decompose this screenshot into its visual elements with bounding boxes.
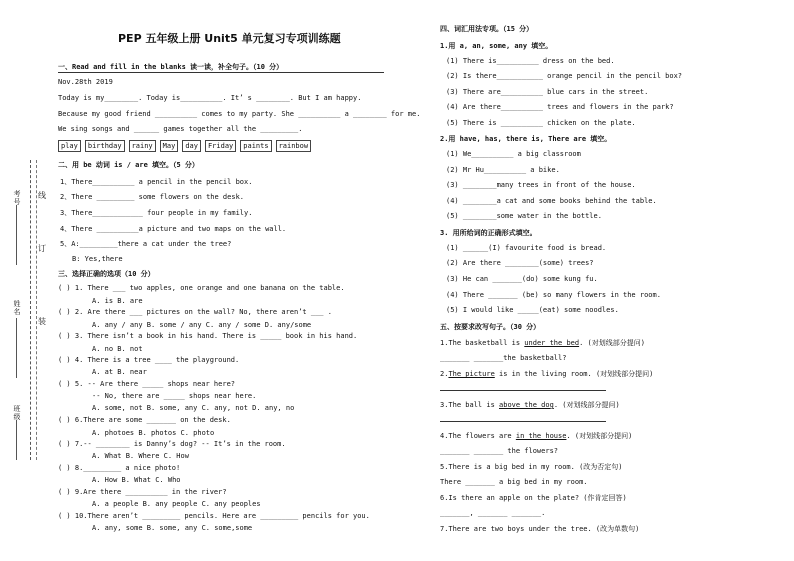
s3-question: ( ) 2. Are there ___ pictures on the wall? No, there aren’t ___ . — [58, 308, 332, 316]
class-label: 班级 — [13, 405, 21, 421]
s5-q3-text: 3.The ball is — [440, 401, 500, 409]
student-name-label: 姓名 — [13, 300, 21, 316]
student-name-line — [16, 318, 17, 378]
seal-char-line: 线 — [38, 191, 46, 200]
s3-question: ( ) 7.-- ________ is Danny’s dog? -- It’s in the room. — [58, 440, 286, 448]
s5-q2-instruction: is in the living room. (对划线部分提问) — [494, 370, 654, 378]
s4-sub3-item: (3) He can _______(do) some kung fu. — [446, 275, 598, 283]
word-bank-item: Friday — [205, 140, 236, 152]
s2-item-2: 2、There _________ some flowers on the desk. — [60, 193, 245, 201]
s4-sub1-item: (1) There is__________ dress on the bed. — [446, 57, 615, 65]
answer-line — [440, 390, 606, 391]
word-bank-item: day — [182, 140, 201, 152]
student-number-line — [16, 205, 17, 265]
s3-question-cont: -- No, there are _____ shops near here. — [92, 392, 257, 400]
section-1-heading: 一、Read and fill in the blanks 读一读，补全句子。（10 分） — [58, 63, 284, 71]
s5-question-2 — [440, 369, 653, 379]
section-5-heading: 五、按要求改写句子。（30 分） — [440, 323, 541, 331]
s2-item-5: 5、A:_________there a cat under the tree? — [60, 240, 232, 248]
passage-line-2: Because my good friend __________ comes to my party. She __________ a ________ for me. — [58, 110, 421, 118]
s4-sub2-item: (2) Mr Hu__________ a bike. — [446, 166, 560, 174]
s5-question-1 — [440, 338, 645, 348]
s5-q4-answer: _______ _______ the flowers? — [440, 447, 559, 455]
word-bank-item: play — [58, 140, 81, 152]
word-bank-item: May — [160, 140, 179, 152]
s3-options: A. no B. not — [92, 345, 143, 353]
s5-q1-underlined: under the bed — [524, 339, 580, 347]
s3-question: ( ) 3. There isn’t a book in his hand. There is _____ book in his hand. — [58, 332, 358, 340]
s4-sub1-heading: 1.用 a, an, some, any 填空。 — [440, 42, 553, 50]
section-2-heading: 二、用 be 动词 is / are 填空。（5 分） — [58, 161, 199, 169]
s3-options: A. What B. Where C. How — [92, 452, 189, 460]
s5-q1-instruction: . (对划线部分提问) — [579, 339, 645, 347]
section-4-heading: 四、词汇用法专项。（15 分） — [440, 25, 534, 33]
s5-q3-underlined: above the dog — [499, 401, 554, 409]
s5-q1-answer: _______ _______the basketball? — [440, 354, 567, 362]
s4-sub1-item: (5) There is __________ chicken on the plate. — [446, 119, 636, 127]
s2-item-4: 4、There __________a picture and two maps on the wall. — [60, 225, 287, 233]
page-title: PEP 五年级上册 Unit5 单元复习专项训练题 — [118, 32, 341, 45]
word-bank-item: birthday — [85, 140, 125, 152]
s5-q6-answer: _______, _______ _______. — [440, 509, 546, 517]
s3-question: ( ) 8._________ a nice photo! — [58, 464, 181, 472]
s4-sub2-heading: 2.用 have, has, there is, There are 填空。 — [440, 135, 612, 143]
word-bank — [58, 140, 311, 152]
s5-q4-text: 4.The flowers are — [440, 432, 516, 440]
s3-question: ( ) 10.There aren’t _________ pencils. Here are _________ pencils for you. — [58, 512, 370, 520]
s3-options: A. How B. What C. Who — [92, 476, 181, 484]
s3-options: A. any / any B. some / any C. any / some D. any/some — [92, 321, 312, 329]
s5-question-5: 5.There is a big bed in my room. (改为否定句) — [440, 463, 623, 471]
s3-question: ( ) 5. -- Are there _____ shops near here? — [58, 380, 236, 388]
s2-item-1: 1、There__________ a pencil in the pencil box. — [60, 178, 253, 186]
s4-sub1-item: (2) Is there___________ orange pencil in the pencil box? — [446, 72, 683, 80]
s3-options: A. a people B. any people C. any peoples — [92, 500, 261, 508]
class-line — [16, 420, 17, 460]
s4-sub3-item: (1) ______(I) favourite food is bread. — [446, 244, 607, 252]
s3-options: A. is B. are — [92, 297, 143, 305]
seal-char-pack: 装 — [38, 317, 46, 326]
letter-date: Nov.28th 2019 — [58, 78, 113, 86]
answer-line — [440, 421, 606, 422]
s3-question: ( ) 6.There are some _______ on the desk. — [58, 416, 231, 424]
s4-sub2-item: (1) We__________ a big classroom — [446, 150, 581, 158]
s4-sub3-heading: 3. 用所给词的正确形式填空。 — [440, 229, 537, 237]
section-3-heading: 三、选择正确的选项（10 分） — [58, 270, 155, 278]
seal-char-bind: 订 — [38, 244, 46, 253]
passage-line-3: We sing songs and ______ games together all the _________. — [58, 125, 303, 133]
s5-question-7: 7.There are two boys under the tree. (改为单数句) — [440, 525, 640, 533]
s3-question: ( ) 4. There is a tree ____ the playground. — [58, 356, 240, 364]
s5-q2-text: 2. — [440, 370, 449, 378]
s4-sub2-item: (5) ________some water in the bottle. — [446, 212, 602, 220]
s3-options: A. some, not B. some, any C. any, not D. any, no — [92, 404, 295, 412]
s4-sub2-item: (4) ________a cat and some books behind the table. — [446, 197, 657, 205]
s4-sub1-item: (4) Are there__________ trees and flowers in the park? — [446, 103, 674, 111]
s5-q1-text: 1.The basketball is — [440, 339, 525, 347]
s5-question-3 — [440, 400, 620, 410]
passage-line-1: Today is my________. Today is__________. It’ s ________. But I am happy. — [58, 94, 362, 102]
s5-q4-underlined: in the house — [515, 432, 567, 440]
s5-q2-underlined: The picture — [448, 370, 495, 378]
s4-sub1-item: (3) There are__________ blue cars in the street. — [446, 88, 649, 96]
s4-sub2-item: (3) ________many trees in front of the house. — [446, 181, 636, 189]
s5-question-6: 6.Is there an apple on the plate? (作肯定回答) — [440, 494, 627, 502]
binding-dashed-line — [30, 160, 31, 460]
student-number-label: 考号 — [13, 190, 21, 206]
s5-question-4 — [440, 431, 632, 441]
s3-options: A. any, some B. some, any C. some,some — [92, 524, 253, 532]
word-bank-item: paints — [240, 140, 271, 152]
s2-item-3: 3、There____________ four people in my family. — [60, 209, 253, 217]
word-bank-item: rainy — [129, 140, 156, 152]
s5-q3-instruction: . (对划线部分提问) — [553, 401, 620, 409]
section-1-rule — [58, 72, 384, 73]
s3-question: ( ) 1. There ___ two apples, one orange and one banana on the table. — [58, 284, 345, 292]
s3-options: A. at B. near — [92, 368, 147, 376]
s3-options: A. photoes B. photos C. photo — [92, 429, 215, 437]
s3-question: ( ) 9.Are there __________ in the river? — [58, 488, 227, 496]
word-bank-item: rainbow — [276, 140, 312, 152]
s4-sub3-item: (5) I would like _____(eat) some noodles. — [446, 306, 619, 314]
s5-q5-answer: There _______ a big bed in my room. — [440, 478, 588, 486]
s2-item-5-answer: B: Yes,there — [72, 255, 123, 263]
s5-q4-instruction: . (对划线部分提问) — [566, 432, 633, 440]
s4-sub3-item: (4) There _______ (be) so many flowers in the room. — [446, 291, 661, 299]
binding-dashed-line-inner — [36, 160, 37, 460]
s4-sub3-item: (2) Are there ________(some) trees? — [446, 259, 594, 267]
